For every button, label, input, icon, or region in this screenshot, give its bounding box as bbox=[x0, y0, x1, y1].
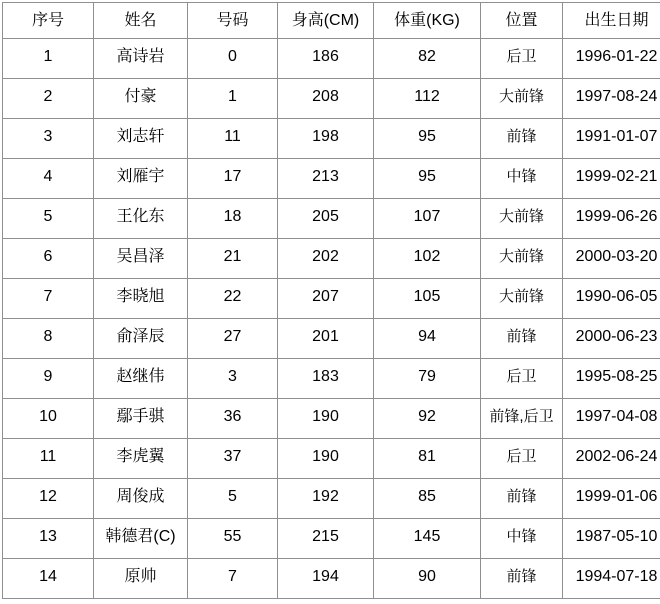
table-cell-number: 21 bbox=[188, 239, 278, 279]
table-cell-name: 原帅 bbox=[94, 559, 188, 599]
table-cell-index: 1 bbox=[3, 39, 94, 79]
table-cell-birthdate: 1999-06-26 bbox=[563, 199, 660, 239]
table-cell-number: 11 bbox=[188, 119, 278, 159]
table-cell-number: 17 bbox=[188, 159, 278, 199]
table-cell-weight: 79 bbox=[374, 359, 481, 399]
table-cell-position: 前锋 bbox=[481, 559, 563, 599]
table-row bbox=[3, 79, 660, 119]
table-cell-height: 198 bbox=[278, 119, 374, 159]
table-row bbox=[3, 39, 660, 79]
table-cell-index: 4 bbox=[3, 159, 94, 199]
table-cell-number: 0 bbox=[188, 39, 278, 79]
table-row bbox=[3, 119, 660, 159]
table-cell-index: 12 bbox=[3, 479, 94, 519]
table-cell-index: 8 bbox=[3, 319, 94, 359]
table-cell-number: 5 bbox=[188, 479, 278, 519]
table-cell-name: 刘雁宇 bbox=[94, 159, 188, 199]
table-cell-number: 55 bbox=[188, 519, 278, 559]
table-cell-number: 1 bbox=[188, 79, 278, 119]
table-cell-name: 俞泽辰 bbox=[94, 319, 188, 359]
table-cell-height: 207 bbox=[278, 279, 374, 319]
table-cell-position: 前锋 bbox=[481, 319, 563, 359]
table-cell-number: 7 bbox=[188, 559, 278, 599]
table-cell-height: 192 bbox=[278, 479, 374, 519]
table-row bbox=[3, 319, 660, 359]
table-cell-position: 前锋,后卫 bbox=[481, 399, 563, 439]
table-cell-name: 鄢手骐 bbox=[94, 399, 188, 439]
column-header-height: 身高(CM) bbox=[278, 3, 374, 39]
table-cell-number: 22 bbox=[188, 279, 278, 319]
table-cell-weight: 85 bbox=[374, 479, 481, 519]
table-cell-weight: 107 bbox=[374, 199, 481, 239]
table-cell-weight: 105 bbox=[374, 279, 481, 319]
table-cell-height: 215 bbox=[278, 519, 374, 559]
table-cell-height: 190 bbox=[278, 439, 374, 479]
table-cell-birthdate: 1997-04-08 bbox=[563, 399, 660, 439]
table-cell-name: 李晓旭 bbox=[94, 279, 188, 319]
table-cell-number: 27 bbox=[188, 319, 278, 359]
table-body bbox=[3, 39, 660, 599]
table-cell-weight: 145 bbox=[374, 519, 481, 559]
table-cell-index: 6 bbox=[3, 239, 94, 279]
table-cell-index: 14 bbox=[3, 559, 94, 599]
table-cell-birthdate: 1995-08-25 bbox=[563, 359, 660, 399]
roster-table bbox=[2, 2, 660, 599]
table-row bbox=[3, 559, 660, 599]
table-cell-name: 吴昌泽 bbox=[94, 239, 188, 279]
table-cell-position: 后卫 bbox=[481, 39, 563, 79]
table-cell-height: 202 bbox=[278, 239, 374, 279]
table-cell-height: 194 bbox=[278, 559, 374, 599]
table-cell-height: 186 bbox=[278, 39, 374, 79]
table-cell-index: 10 bbox=[3, 399, 94, 439]
table-row bbox=[3, 199, 660, 239]
table-cell-name: 刘志轩 bbox=[94, 119, 188, 159]
table-cell-name: 赵继伟 bbox=[94, 359, 188, 399]
table-cell-index: 13 bbox=[3, 519, 94, 559]
table-cell-position: 大前锋 bbox=[481, 239, 563, 279]
table-cell-name: 李虎翼 bbox=[94, 439, 188, 479]
table-cell-weight: 90 bbox=[374, 559, 481, 599]
table-cell-weight: 102 bbox=[374, 239, 481, 279]
table-cell-position: 前锋 bbox=[481, 479, 563, 519]
table-cell-height: 190 bbox=[278, 399, 374, 439]
table-cell-birthdate: 2000-03-20 bbox=[563, 239, 660, 279]
table-cell-position: 大前锋 bbox=[481, 279, 563, 319]
column-header-index: 序号 bbox=[3, 3, 94, 39]
table-cell-weight: 94 bbox=[374, 319, 481, 359]
table-cell-height: 201 bbox=[278, 319, 374, 359]
table-cell-birthdate: 1996-01-22 bbox=[563, 39, 660, 79]
table-cell-name: 高诗岩 bbox=[94, 39, 188, 79]
table-row bbox=[3, 399, 660, 439]
table-row bbox=[3, 359, 660, 399]
table-row bbox=[3, 239, 660, 279]
table-cell-index: 7 bbox=[3, 279, 94, 319]
table-cell-position: 大前锋 bbox=[481, 79, 563, 119]
column-header-position: 位置 bbox=[481, 3, 563, 39]
table-cell-name: 韩德君(C) bbox=[94, 519, 188, 559]
table-cell-weight: 95 bbox=[374, 119, 481, 159]
table-cell-position: 大前锋 bbox=[481, 199, 563, 239]
table-cell-weight: 82 bbox=[374, 39, 481, 79]
table-row bbox=[3, 479, 660, 519]
column-header-birthdate: 出生日期 bbox=[563, 3, 660, 39]
table-cell-birthdate: 1994-07-18 bbox=[563, 559, 660, 599]
table-cell-birthdate: 1999-02-21 bbox=[563, 159, 660, 199]
table-cell-birthdate: 1987-05-10 bbox=[563, 519, 660, 559]
table-cell-weight: 81 bbox=[374, 439, 481, 479]
table-cell-number: 36 bbox=[188, 399, 278, 439]
table-cell-index: 11 bbox=[3, 439, 94, 479]
table-cell-height: 213 bbox=[278, 159, 374, 199]
table-cell-number: 3 bbox=[188, 359, 278, 399]
table-cell-index: 5 bbox=[3, 199, 94, 239]
table-cell-number: 37 bbox=[188, 439, 278, 479]
table-cell-birthdate: 1990-06-05 bbox=[563, 279, 660, 319]
table-cell-weight: 95 bbox=[374, 159, 481, 199]
table-cell-index: 3 bbox=[3, 119, 94, 159]
table-cell-name: 付豪 bbox=[94, 79, 188, 119]
table-cell-birthdate: 2002-06-24 bbox=[563, 439, 660, 479]
table-cell-number: 18 bbox=[188, 199, 278, 239]
table-cell-position: 前锋 bbox=[481, 119, 563, 159]
table-cell-position: 后卫 bbox=[481, 359, 563, 399]
table-cell-name: 周俊成 bbox=[94, 479, 188, 519]
column-header-number: 号码 bbox=[188, 3, 278, 39]
table-cell-birthdate: 1991-01-07 bbox=[563, 119, 660, 159]
table-cell-position: 中锋 bbox=[481, 519, 563, 559]
table-cell-index: 2 bbox=[3, 79, 94, 119]
table-row bbox=[3, 519, 660, 559]
table-cell-weight: 112 bbox=[374, 79, 481, 119]
column-header-name: 姓名 bbox=[94, 3, 188, 39]
table-row bbox=[3, 159, 660, 199]
table-cell-name: 王化东 bbox=[94, 199, 188, 239]
table-cell-height: 208 bbox=[278, 79, 374, 119]
table-cell-weight: 92 bbox=[374, 399, 481, 439]
table-cell-height: 205 bbox=[278, 199, 374, 239]
table-cell-birthdate: 2000-06-23 bbox=[563, 319, 660, 359]
table-cell-index: 9 bbox=[3, 359, 94, 399]
table-cell-position: 后卫 bbox=[481, 439, 563, 479]
table-cell-birthdate: 1999-01-06 bbox=[563, 479, 660, 519]
table-cell-birthdate: 1997-08-24 bbox=[563, 79, 660, 119]
table-cell-height: 183 bbox=[278, 359, 374, 399]
table-row bbox=[3, 439, 660, 479]
header-row bbox=[3, 3, 660, 39]
table-cell-position: 中锋 bbox=[481, 159, 563, 199]
table-row bbox=[3, 279, 660, 319]
column-header-weight: 体重(KG) bbox=[374, 3, 481, 39]
